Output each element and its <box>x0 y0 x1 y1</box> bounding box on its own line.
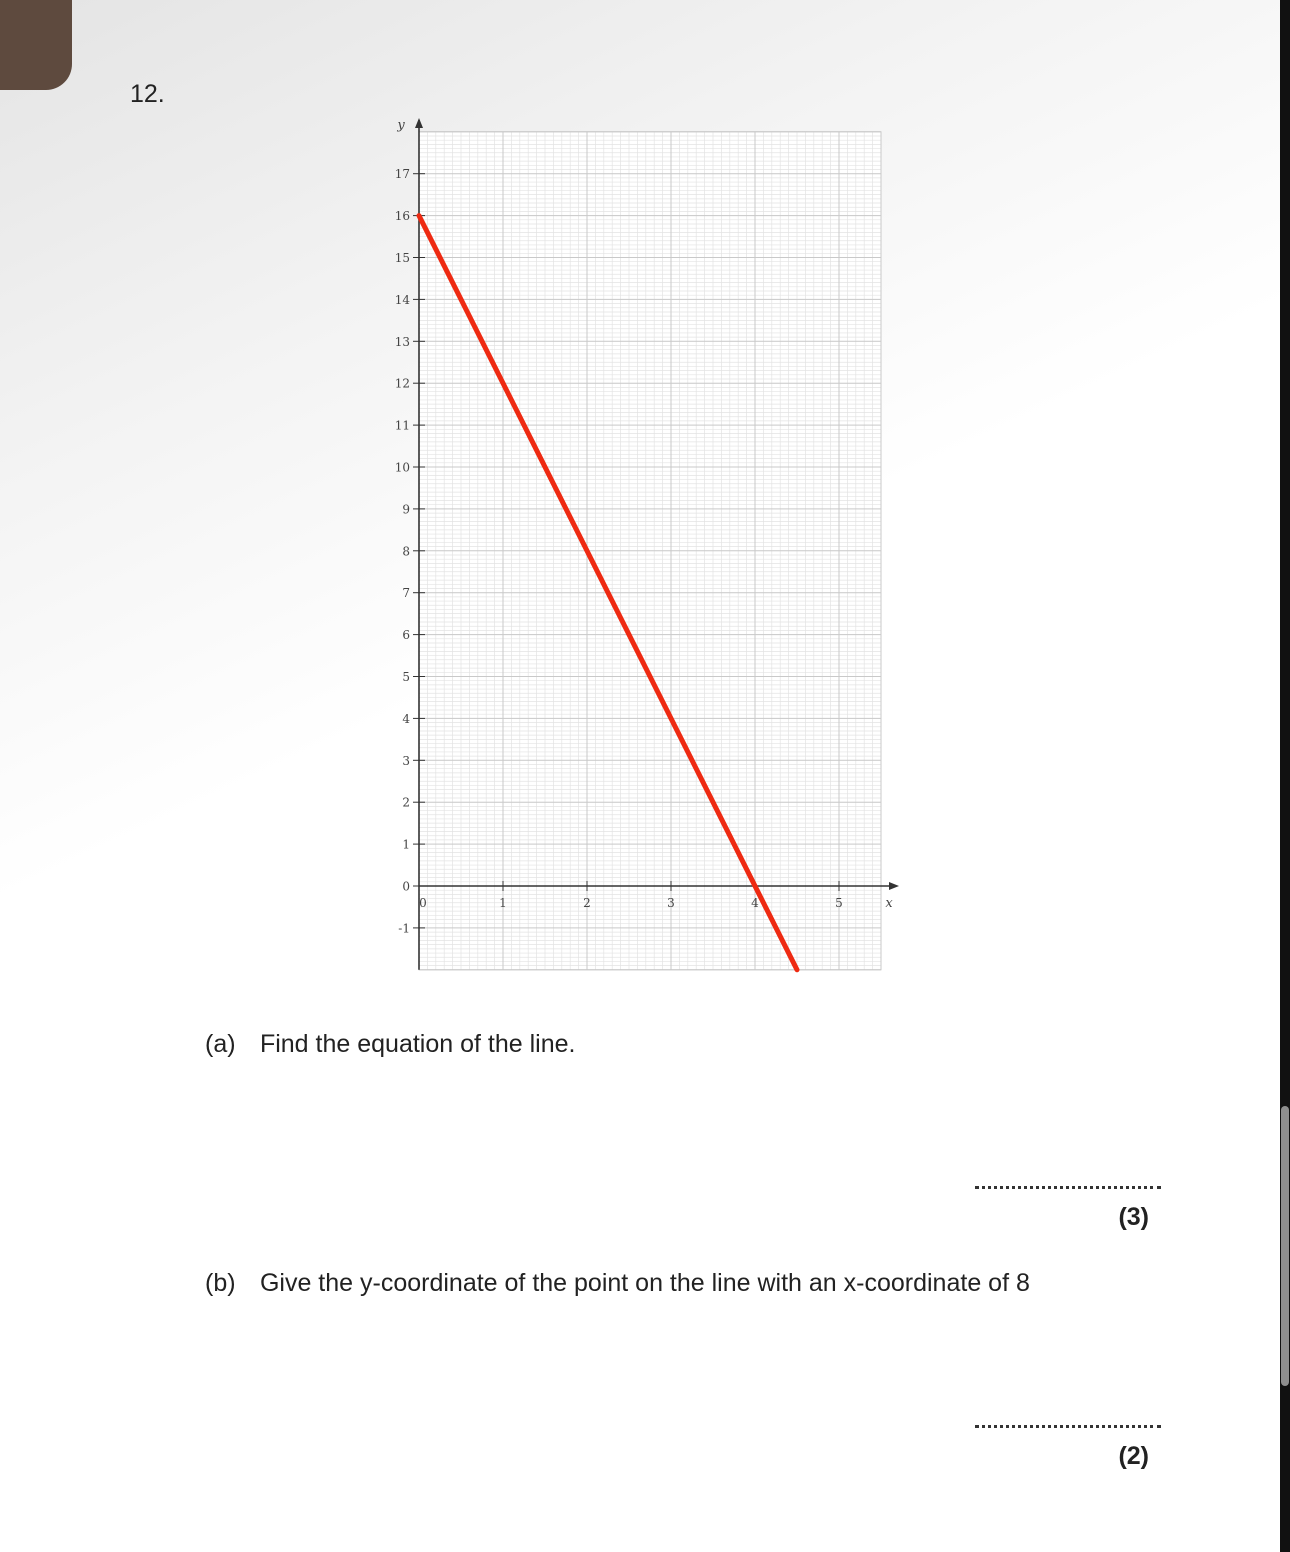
y-tick-label: 13 <box>394 334 410 349</box>
x-tick-label: 5 <box>835 896 843 910</box>
y-tick-label: 4 <box>402 711 410 726</box>
question-number: 12. <box>130 80 165 108</box>
part-a-answer-line[interactable] <box>975 1186 1161 1189</box>
y-tick-label: 16 <box>394 209 410 224</box>
part-a-question <box>205 1030 575 1059</box>
y-tick-label: 11 <box>394 418 410 433</box>
part-b-marks: (2) <box>1118 1442 1149 1470</box>
y-tick-label: -1 <box>398 921 410 936</box>
y-tick-label: 5 <box>402 670 410 684</box>
scrollbar-thumb[interactable] <box>1281 1106 1289 1386</box>
x-tick-label: 0 <box>419 896 427 910</box>
part-b-answer-line[interactable] <box>975 1425 1161 1428</box>
y-tick-label: 6 <box>402 628 410 643</box>
x-axis-arrow <box>889 882 899 890</box>
y-tick-label: 17 <box>394 167 410 182</box>
y-tick-label: 14 <box>394 292 410 307</box>
corner-tab <box>0 0 72 90</box>
y-tick-label: 9 <box>402 502 410 517</box>
y-tick-label: 8 <box>402 544 410 559</box>
y-axis-arrow <box>415 118 423 128</box>
y-tick-label: 12 <box>394 376 410 391</box>
y-tick-label: 10 <box>394 460 410 475</box>
major-grid <box>419 132 881 970</box>
x-tick-label: 1 <box>499 896 507 910</box>
x-tick-label: 3 <box>667 896 675 910</box>
part-b-question <box>205 1269 1030 1298</box>
y-tick-label: 0 <box>402 879 410 894</box>
y-axis-label: y <box>397 118 405 133</box>
x-tick-label: 2 <box>583 896 591 910</box>
part-b-text: Give the y-coordinate of the point on the line with an x-coordinate of 8 <box>259 1269 1030 1297</box>
part-a-marks: (3) <box>1118 1203 1149 1231</box>
x-tick-label: 4 <box>751 896 759 910</box>
y-tick-label: 2 <box>402 795 410 810</box>
part-b-label: (b) <box>205 1269 236 1297</box>
y-tick-label: 3 <box>402 753 410 768</box>
line-graph <box>380 112 910 982</box>
y-tick-label: 7 <box>402 586 410 601</box>
part-a-label: (a) <box>205 1030 236 1058</box>
part-a-text: Find the equation of the line. <box>259 1030 576 1058</box>
y-tick-label: 15 <box>394 251 410 265</box>
x-axis-label: x <box>885 896 893 911</box>
y-tick-label: 1 <box>402 837 410 852</box>
